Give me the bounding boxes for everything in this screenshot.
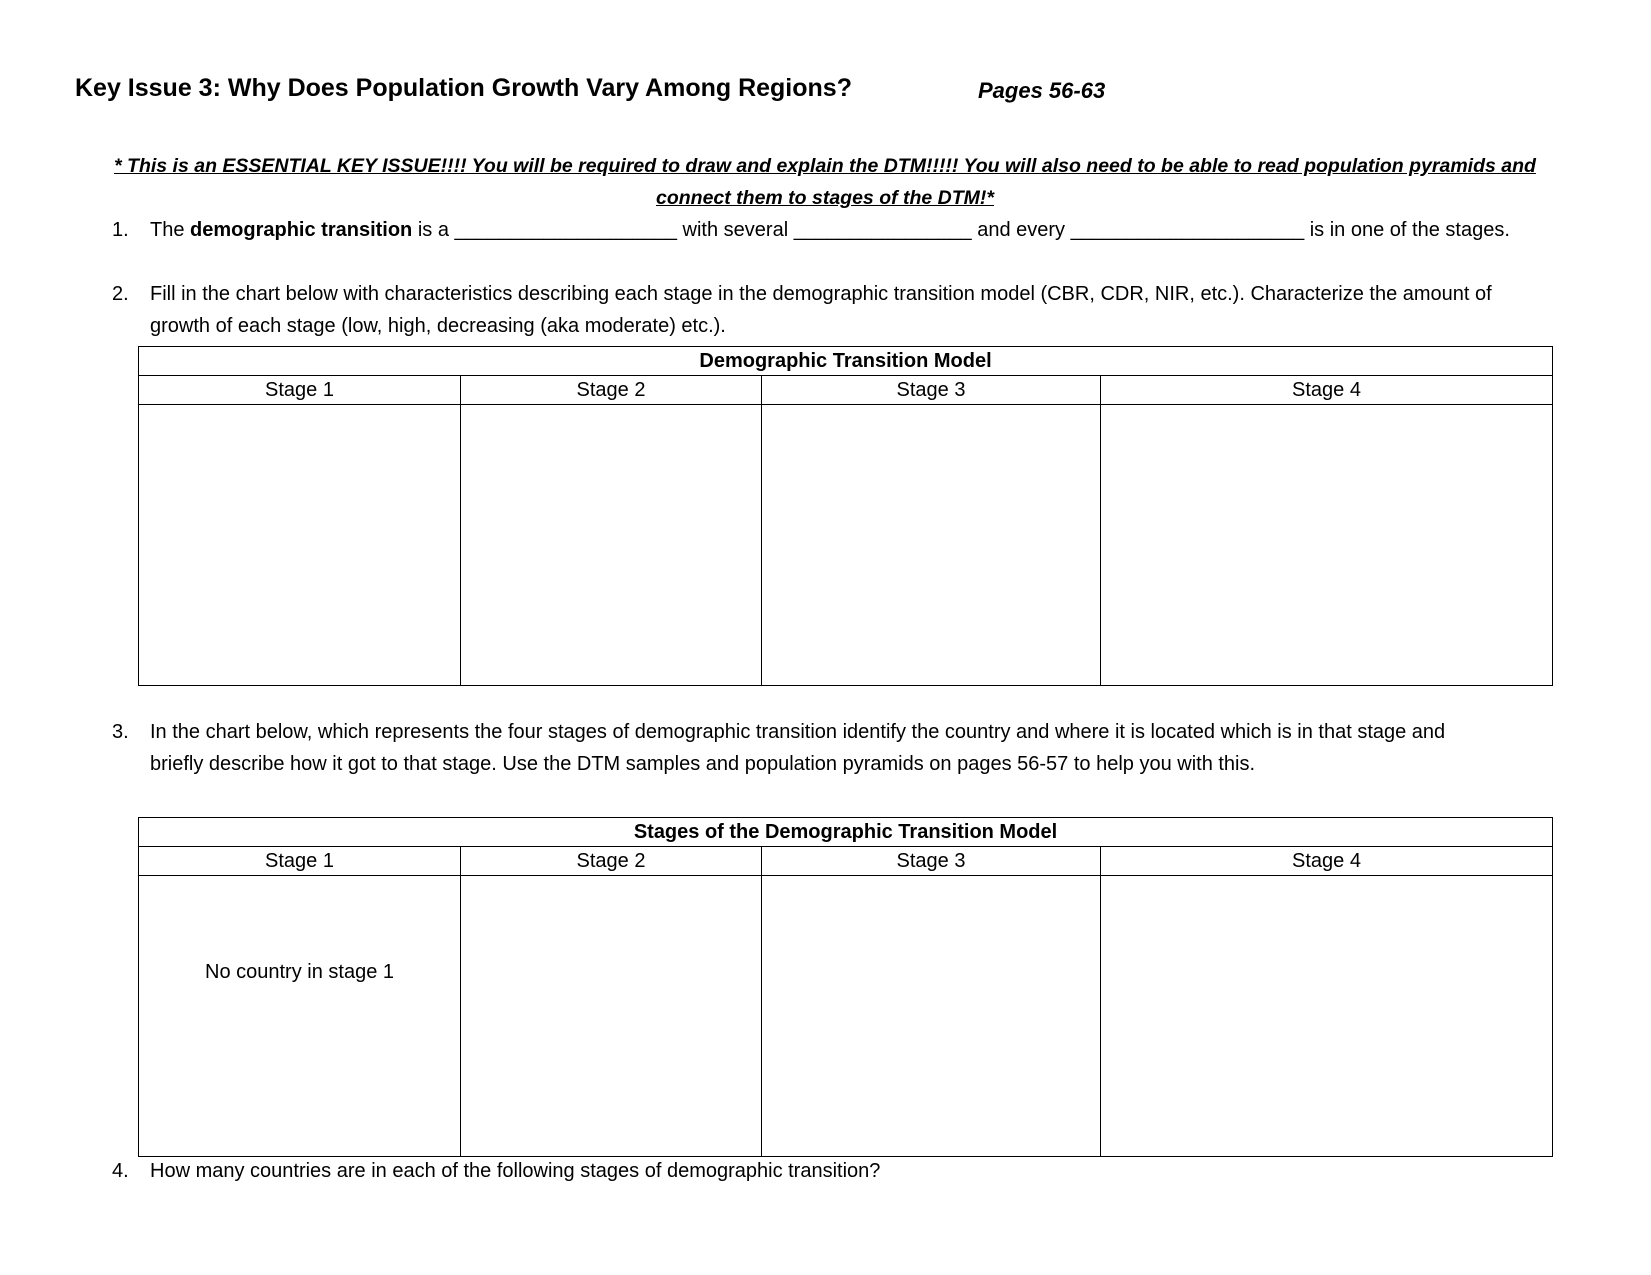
stage-4-country-cell[interactable] bbox=[1101, 876, 1553, 1157]
table-caption: Stages of the Demographic Transition Model bbox=[139, 818, 1553, 847]
stage-3-country-cell[interactable] bbox=[762, 876, 1101, 1157]
stage-1-answer-cell[interactable] bbox=[139, 405, 461, 686]
dtm-countries-table bbox=[138, 817, 1553, 1157]
question-3-line-1: In the chart below, which represents the four stages of demographic transition identify the country and where it is located which is in that stage and bbox=[150, 721, 1446, 743]
stage-1-country-cell[interactable]: No country in stage 1 bbox=[139, 876, 461, 1157]
question-1-key-term: demographic transition bbox=[190, 219, 413, 241]
stage-4-answer-cell[interactable] bbox=[1101, 405, 1553, 686]
table-header-stage-2: Stage 2 bbox=[461, 847, 762, 876]
question-3-number: 3. bbox=[112, 721, 129, 743]
question-3-line-2: briefly describe how it got to that stage. Use the DTM samples and population pyramids on pages 56-57 to help you with this. bbox=[150, 753, 1256, 775]
question-3-text bbox=[150, 716, 1445, 780]
dtm-characteristics-table bbox=[138, 346, 1553, 686]
question-2-number: 2. bbox=[112, 283, 129, 305]
table-header-stage-3: Stage 3 bbox=[762, 847, 1101, 876]
page-title: Key Issue 3: Why Does Population Growth Vary Among Regions? bbox=[75, 74, 852, 102]
question-2-line-1: Fill in the chart below with characteristics describing each stage in the demographic transition model (CBR, CDR, NIR, etc.). Characterize the amount of bbox=[150, 283, 1492, 305]
table-header-stage-4: Stage 4 bbox=[1101, 847, 1553, 876]
question-1-text-end: is a ____________________ with several ________________ and every _____________________ is in one of the stages. bbox=[412, 219, 1510, 241]
table-header-stage-1: Stage 1 bbox=[139, 847, 461, 876]
essential-notice bbox=[60, 150, 1590, 214]
table-header-stage-4: Stage 4 bbox=[1101, 376, 1553, 405]
question-1-text-start: The bbox=[150, 219, 191, 241]
table-header-stage-2: Stage 2 bbox=[461, 376, 762, 405]
stage-3-answer-cell[interactable] bbox=[762, 405, 1101, 686]
essential-notice-line-2: connect them to stages of the DTM!* bbox=[655, 187, 995, 209]
table-caption: Demographic Transition Model bbox=[139, 347, 1553, 376]
question-1-text bbox=[150, 214, 1510, 246]
page-range: Pages 56-63 bbox=[978, 78, 1106, 103]
question-4-number: 4. bbox=[112, 1160, 129, 1182]
question-4-text: How many countries are in each of the following stages of demographic transition? bbox=[150, 1160, 881, 1182]
table-header-stage-3: Stage 3 bbox=[762, 376, 1101, 405]
stage-2-country-cell[interactable] bbox=[461, 876, 762, 1157]
stage-2-answer-cell[interactable] bbox=[461, 405, 762, 686]
question-2-line-2: growth of each stage (low, high, decreasing (aka moderate) etc.). bbox=[150, 315, 726, 337]
question-2-text bbox=[150, 278, 1492, 342]
question-1-number: 1. bbox=[112, 219, 129, 241]
essential-notice-line-1: * This is an ESSENTIAL KEY ISSUE!!!! You will be required to draw and explain the DTM!!!!! You will also need to be able to read population pyramids and bbox=[114, 155, 1536, 177]
table-header-stage-1: Stage 1 bbox=[139, 376, 461, 405]
